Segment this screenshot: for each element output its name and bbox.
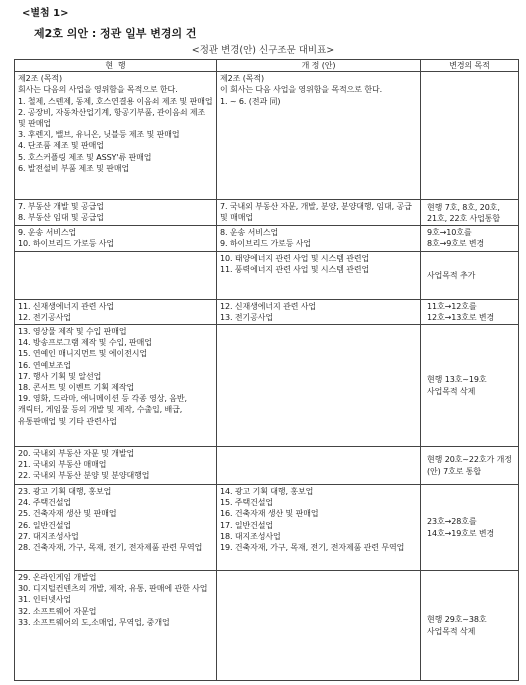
cell-purpose: 현행 20호~22호가 개정(안) 7호로 통합 [421,447,519,485]
table-row [15,299,519,324]
header-amended: 개 정 (안) [217,60,421,72]
cell-current: 7. 부동산 개발 및 공급업 8. 부동산 임대 및 공급업 [15,200,217,226]
table-row [15,200,519,226]
cell-purpose: 23호→28호를 14호→19호로 변경 [421,485,519,571]
table-row [15,485,519,571]
header-purpose: 변경의 목적 [421,60,519,72]
table-row [15,226,519,251]
cell-amended: 8. 운송 서비스업 9. 하이브리드 가로등 사업 [217,226,421,251]
cell-purpose: 11호→12호를 12호→13호로 변경 [421,299,519,324]
table-row [15,447,519,485]
cell-current [15,251,217,299]
cell-current: 23. 광고 기획 대행, 홍보업 24. 주택건설업 25. 건축자재 생산 및 판매업 26. 일반건설업 27. 대지조성사업 28. 건축자재, 가구, 목재, 전기, 전자제품 관련 무역업 [15,485,217,571]
table-row [15,571,519,681]
cell-amended [217,447,421,485]
attachment-label: <별첨 1> [22,8,69,19]
cell-current: 29. 온라인게임 개발업 30. 디지털컨텐츠의 개발, 제작, 유통, 판매에 관한 사업 31. 인터넷사업 32. 소프트웨어 자문업 33. 소프트웨어의 도,소매업, 무역업, 중개업 [15,571,217,681]
cell-amended [217,571,421,681]
cell-current: 11. 신재생에너지 관련 사업 12. 전기공사업 [15,299,217,324]
table-row [15,251,519,299]
table-row [15,325,519,447]
cell-amended: 10. 태양에너지 관련 사업 및 시스템 관련업 11. 풍력에너지 관련 사업 및 시스템 관련업 [217,251,421,299]
table-row [15,72,519,200]
cell-purpose: 사업목적 추가 [421,251,519,299]
header-current: 현 행 [15,60,217,72]
cell-purpose: 현행 7호, 8호, 20호, 21호, 22호 사업통합 [421,200,519,226]
cell-purpose: 현행 13호~19호 사업목적 삭제 [421,325,519,447]
table-header-row [15,60,519,72]
cell-current: 13. 영상물 제작 및 수입 판매업 14. 방송프로그램 제작 및 수입, 판매업 15. 연예인 매니지먼트 및 에이전시업 16. 연예보조업 17. 행사 기획 및 알선업 18. 콘서트 및 이벤트 기획 제작업 19. 영화, 드라마, 애니메이션 등 각종 영상, 음반, 캐릭터, 게임물 등의 개발 및 제작, 수출입, 배급, 유통판매업 및 기타 관련사업 [15,325,217,447]
cell-current: 9. 운송 서비스업 10. 하이브리드 가로등 사업 [15,226,217,251]
comparison-table [14,59,519,681]
cell-amended: 제2조 (목적) 이 회사는 다음 사업을 영위함을 목적으로 한다. 1. ~ 6. (전과 同) [217,72,421,200]
cell-amended: 12. 신재생에너지 관련 사업 13. 전기공사업 [217,299,421,324]
cell-purpose: 현행 29호~38호 사업목적 삭제 [421,571,519,681]
cell-amended: 14. 광고 기획 대행, 홍보업 15. 주택건설업 16. 건축자재 생산 및 판매업 17. 일반건설업 18. 대지조성사업 19. 건축자재, 가구, 목재, 전기, 전자제품 관련 무역업 [217,485,421,571]
cell-amended [217,325,421,447]
cell-amended: 7. 국내외 부동산 자문, 개발, 분양, 분양대행, 임대, 공급 및 매매업 [217,200,421,226]
cell-purpose [421,72,519,200]
table-subtitle: <정관 변경(안) 신구조문 대비표> [191,45,335,56]
cell-current: 제2조 (목적) 회사는 다음의 사업을 영위함을 목적으로 한다. 1. 철제, 스텐제, 동제, 호스연결용 이음쇠 제조 및 판매업 2. 공장비, 자동차산업기계, 항공기부품, 관이음쇠 제조 및 판매업 3. 후렌지, 밸브, 유니온, 닛블등 제조 및 판매업 4. 단조품 제조 및 판매업 5. 호스커플링 제조 및 ASSY'류 판매업 6. 발전설비 부품 제조 및 판매업 [15,72,217,200]
cell-current: 20. 국내외 부동산 자문 및 개발업 21. 국내외 부동산 매매업 22. 국내외 부동산 분양 및 분양대행업 [15,447,217,485]
agenda-title: 제2호 의안 : 정관 일부 변경의 건 [34,27,197,40]
cell-purpose: 9호→10호를 8호→9호로 변경 [421,226,519,251]
